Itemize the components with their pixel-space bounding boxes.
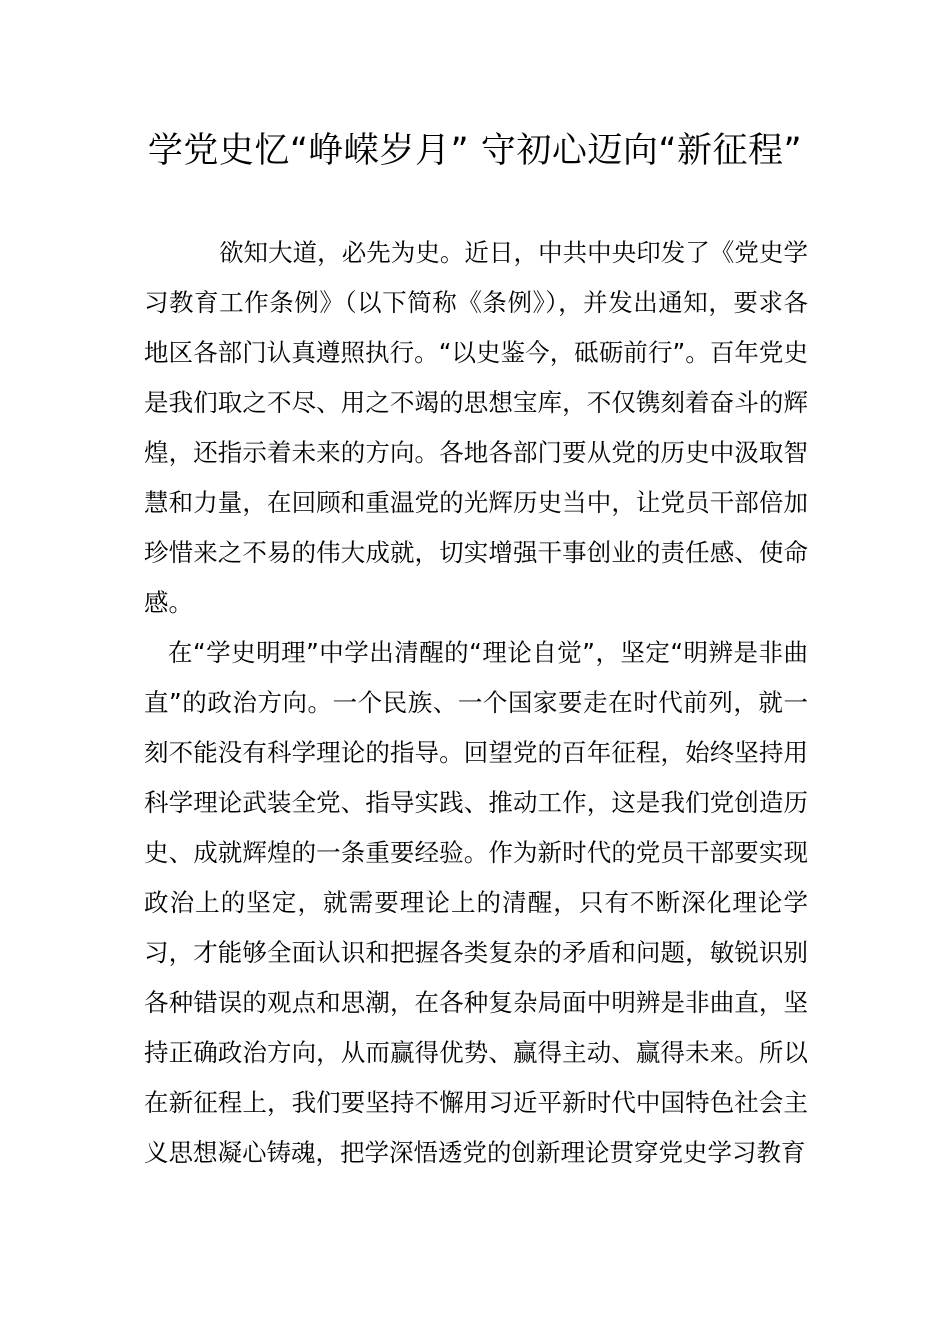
paragraph-2: 在“学史明理”中学出清醒的“理论自觉”，坚定“明辨是非曲直”的政治方向。一个民族、一个国家要走在时代前列，就一刻不能没有科学理论的指导。回望党的百年征程，始终坚持用科学理论武装全党、指导实践、推动工作，这是我们党创造历史、成就辉煌的一条重要经验。作为新时代的党员干部要实现政治上的坚定，就需要理论上的清醒，只有不断深化理论学习，才能够全面认识和把握各类复杂的矛盾和问题，敏锐识别各种错误的观点和思潮，在各种复杂局面中明辨是非曲直，坚持正确政治方向，从而赢得优势、赢得主动、赢得未来。所以在新征程上，我们要坚持不懈用习近平新时代中国特色社会主义思想凝心铸魂，把学深悟透党的创新理论贯穿党史学习教育 [144,638,808,1167]
document-title: 学党史忆“峥嵘岁月” 守初心迈向“新征程” [147,131,803,171]
document-body [144,228,808,1178]
paragraph-1: 欲知大道，必先为史。近日，中共中央印发了《党史学习教育工作条例》（以下简称《条例》），并发出通知，要求各地区各部门认真遵照执行。“以史鉴今，砥砺前行”。百年党史是我们取之不尽、用之不竭的思想宝库，不仅镌刻着奋斗的辉煌，还指示着未来的方向。各地各部门要从党的历史中汲取智慧和力量，在回顾和重温党的光辉历史当中，让党员干部倍加珍惜来之不易的伟大成就，切实增强干事创业的责任感、使命感。 [144,238,808,617]
